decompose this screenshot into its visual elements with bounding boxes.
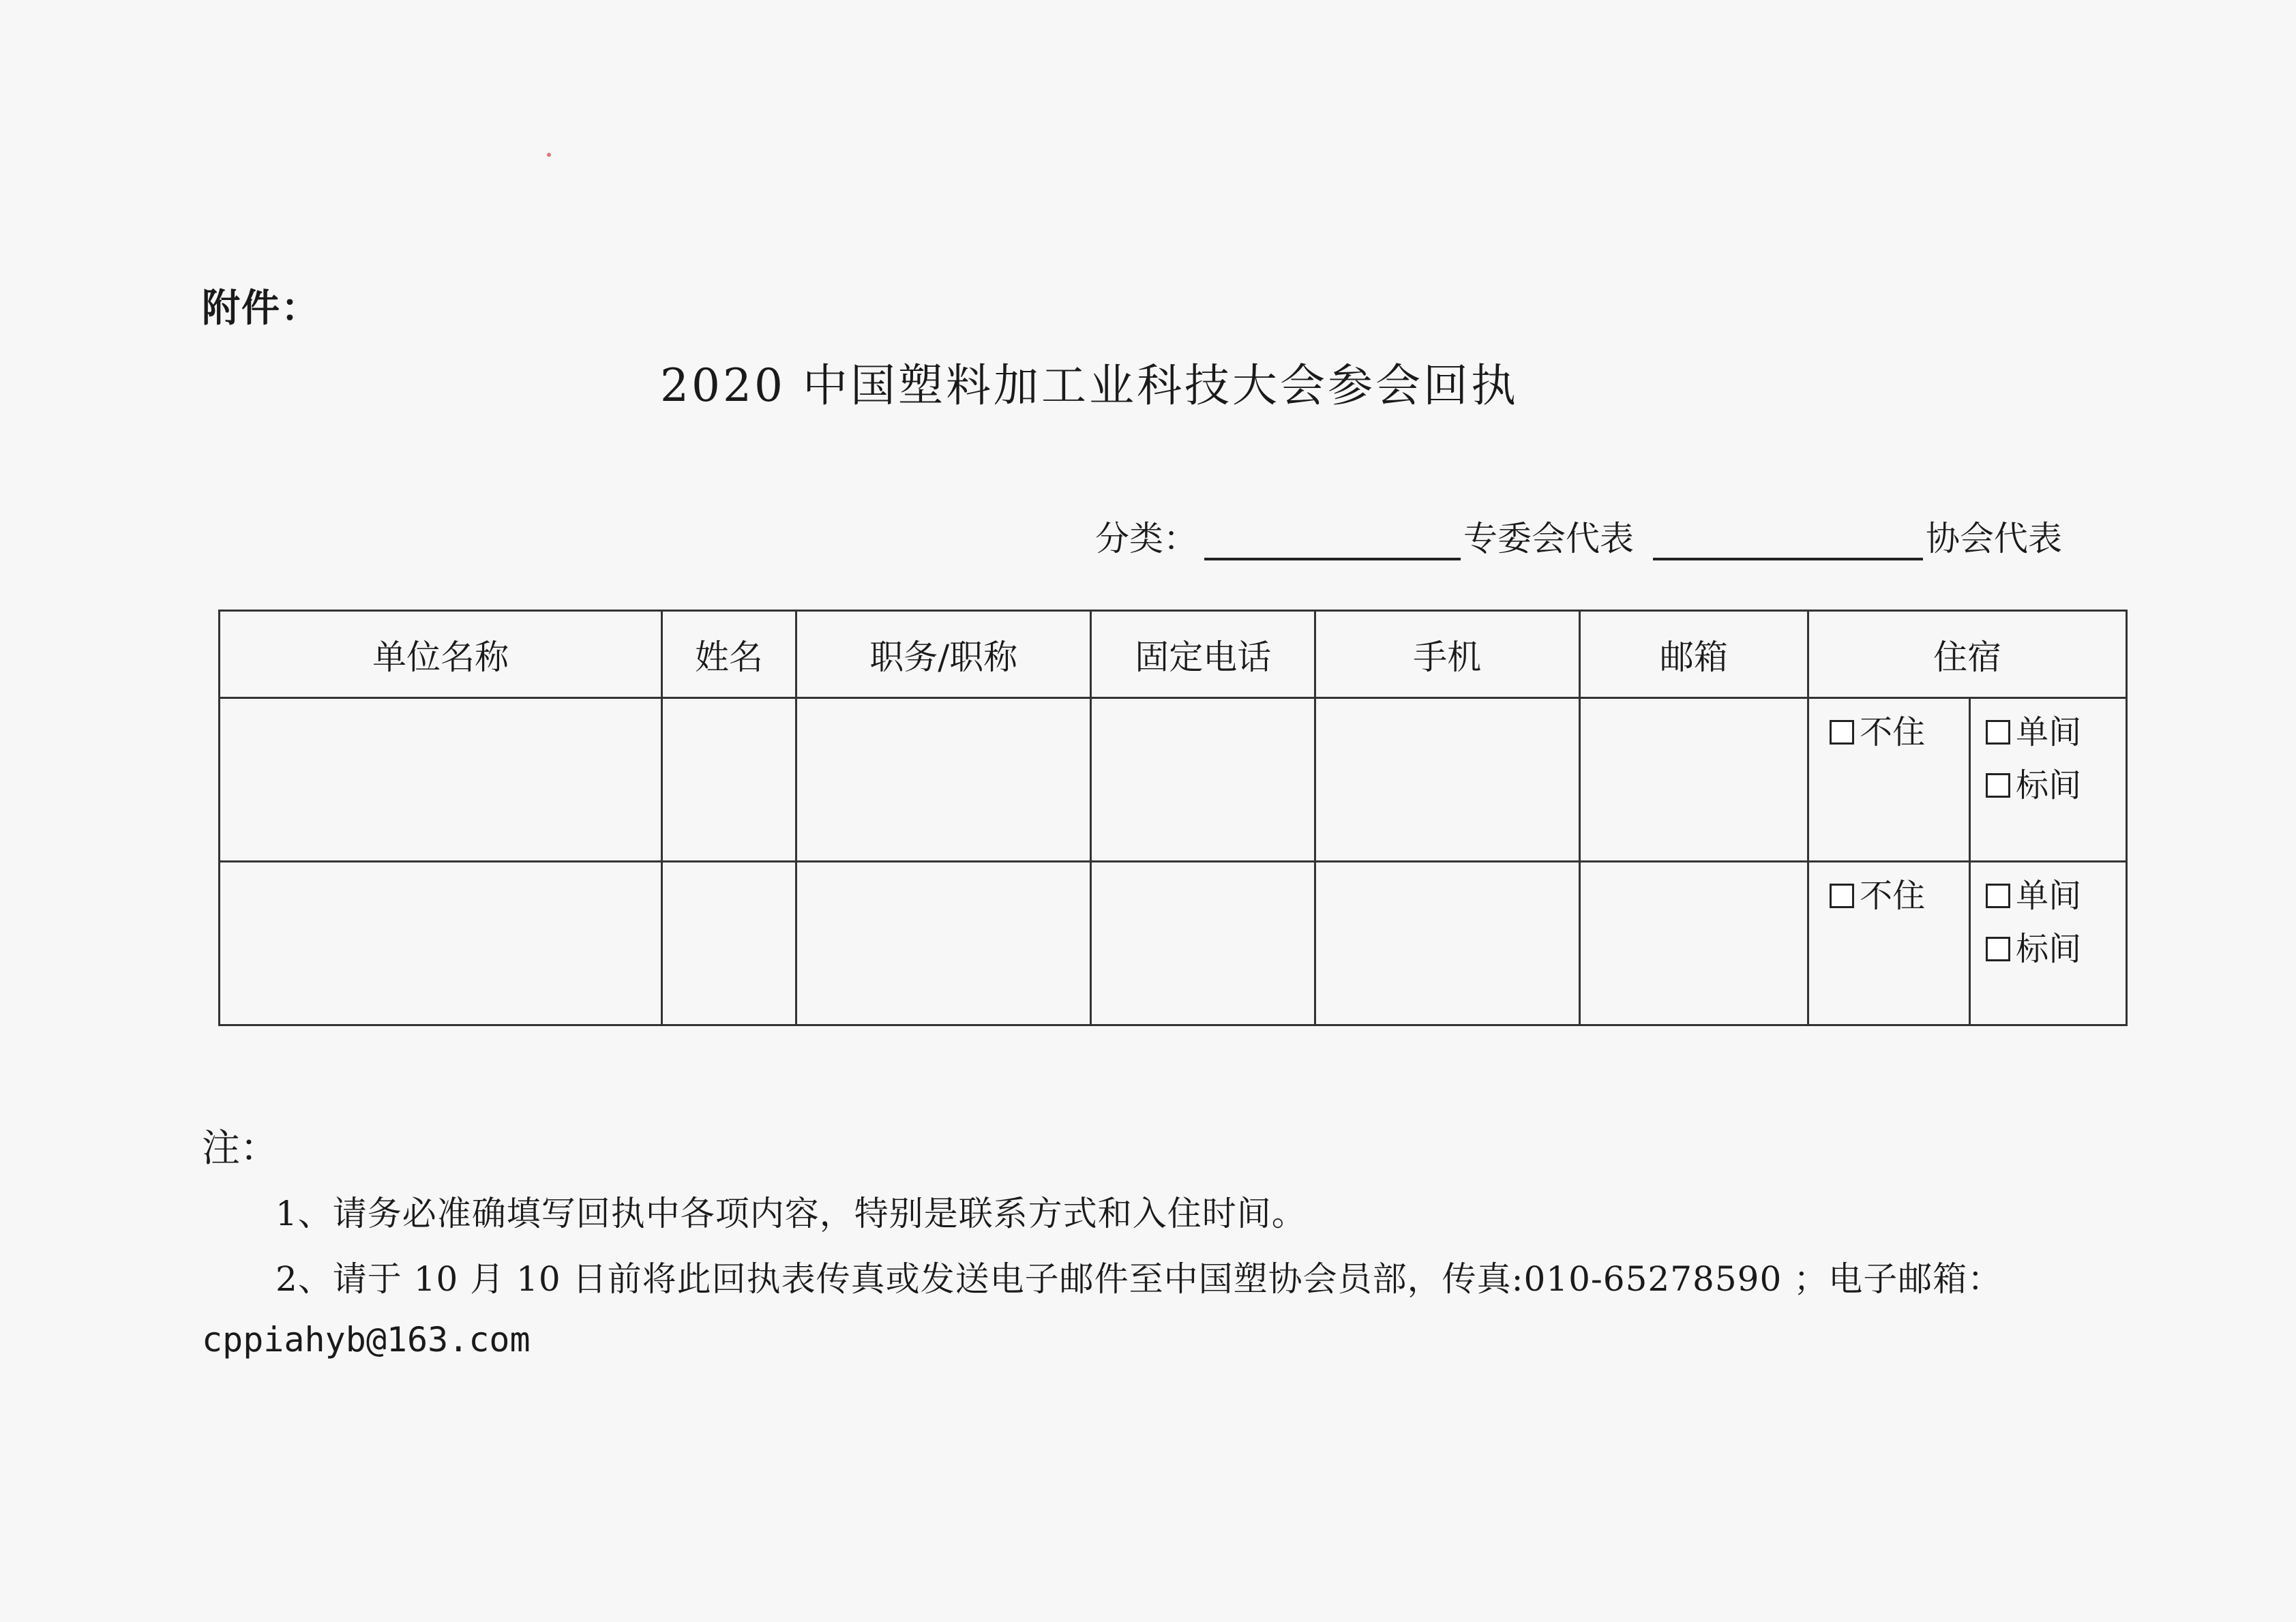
cell-lodging-room [1970, 862, 2127, 1025]
header-position: 职务/职称 [796, 611, 1090, 698]
header-name: 姓名 [662, 611, 796, 698]
attachment-label: 附件： [202, 286, 320, 331]
table-row [220, 862, 2127, 1025]
checkbox-icon[interactable] [1986, 884, 2010, 908]
option-single-room-label: 单间 [2016, 877, 2082, 915]
checkbox-icon[interactable] [1830, 720, 1854, 745]
checkbox-icon[interactable] [1830, 884, 1854, 908]
cell-organization[interactable] [220, 698, 662, 862]
cell-landline[interactable] [1091, 698, 1315, 862]
option-standard-room-label: 标间 [2016, 930, 2082, 968]
checkbox-icon[interactable] [1986, 720, 2010, 745]
contact-email[interactable]: cppiahyb@163.com [202, 1320, 531, 1360]
header-lodging: 住宿 [1808, 611, 2127, 698]
header-mobile: 手机 [1315, 611, 1580, 698]
cell-name[interactable] [662, 862, 796, 1025]
document-title: 2020 中国塑料加工业科技大会参会回执 [660, 359, 1519, 412]
cell-name[interactable] [662, 698, 796, 862]
cell-lodging-stay [1808, 862, 1970, 1025]
option-single-room[interactable] [1971, 862, 2126, 922]
table-header-row [220, 611, 2127, 698]
cell-position[interactable] [796, 862, 1090, 1025]
category-label: 分类： [1095, 519, 1197, 558]
cell-email[interactable] [1579, 862, 1808, 1025]
option-no-stay-label: 不住 [1860, 713, 1926, 751]
option-standard-room-label: 标间 [2016, 766, 2082, 805]
option-no-stay-label: 不住 [1860, 877, 1926, 915]
option-standard-room[interactable] [1971, 759, 2126, 812]
cell-mobile[interactable] [1315, 862, 1580, 1025]
option-no-stay[interactable] [1809, 699, 1969, 759]
cell-position[interactable] [796, 698, 1090, 862]
note-line-2: 2、请于 10 月 10 日前将此回执表传真或发送电子邮件至中国塑协会员部，传真:010-65278590 ；电子邮箱： [275, 1259, 2003, 1299]
category-option-association: 协会代表 [1926, 519, 2062, 558]
notes-label: 注： [202, 1126, 278, 1171]
header-organization: 单位名称 [220, 611, 662, 698]
checkbox-icon[interactable] [1986, 937, 2010, 961]
table-row [220, 698, 2127, 862]
registration-table [218, 610, 2128, 1026]
ink-dot [547, 153, 551, 157]
header-email: 邮箱 [1579, 611, 1808, 698]
cell-organization[interactable] [220, 862, 662, 1025]
checkbox-icon[interactable] [1986, 773, 2010, 798]
category-blank-2[interactable] [1653, 524, 1923, 560]
category-line [1095, 511, 2062, 560]
cell-mobile[interactable] [1315, 698, 1580, 862]
category-blank-1[interactable] [1204, 524, 1461, 560]
cell-lodging-room [1970, 698, 2127, 862]
header-landline: 固定电话 [1091, 611, 1315, 698]
option-single-room[interactable] [1971, 699, 2126, 759]
option-single-room-label: 单间 [2016, 713, 2082, 751]
option-standard-room[interactable] [1971, 922, 2126, 976]
cell-landline[interactable] [1091, 862, 1315, 1025]
note-line-1: 1、请务必准确填写回执中各项内容，特别是联系方式和入住时间。 [275, 1194, 1307, 1233]
cell-email[interactable] [1579, 698, 1808, 862]
cell-lodging-stay [1808, 698, 1970, 862]
category-option-committee: 专委会代表 [1463, 519, 1634, 558]
option-no-stay[interactable] [1809, 862, 1969, 922]
